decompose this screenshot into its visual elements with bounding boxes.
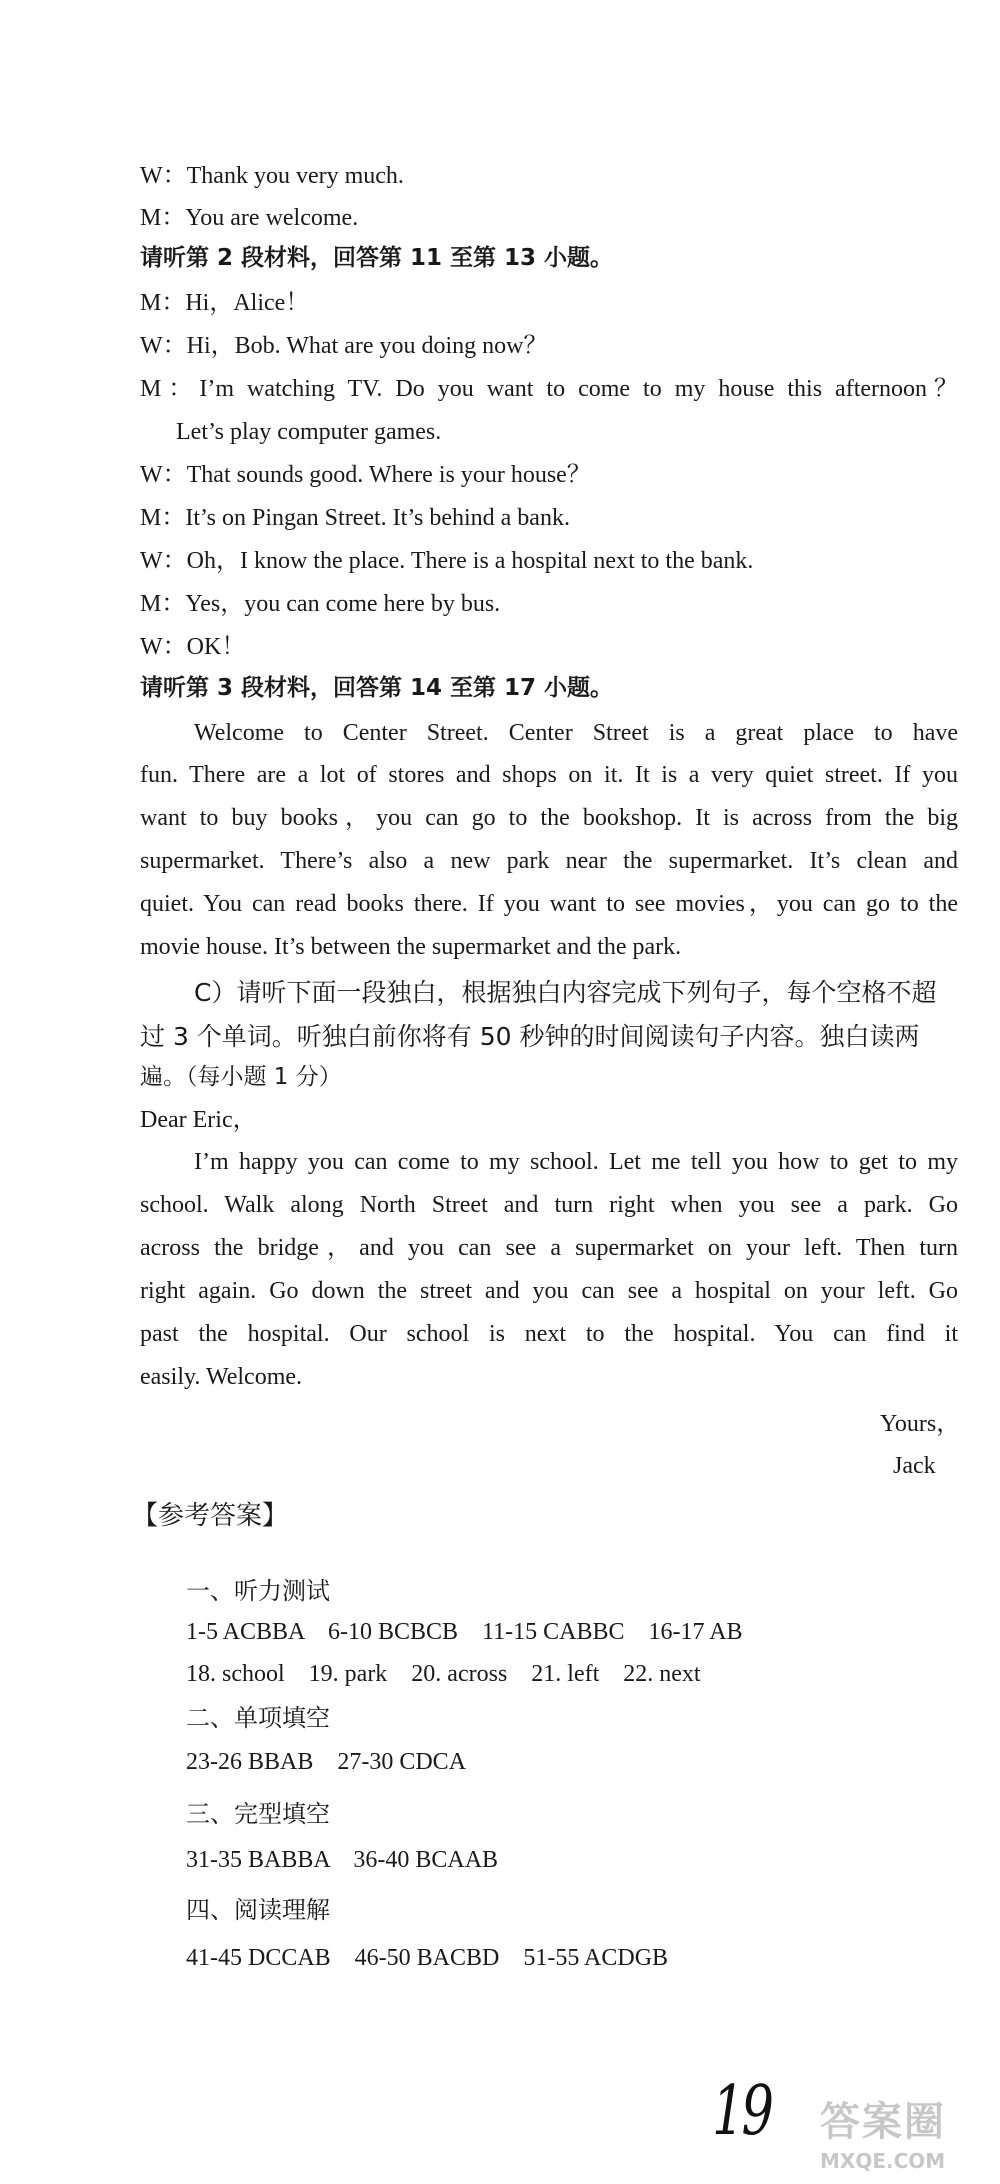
passage-line: movie house. It’s between the supermarket and the park. [140, 934, 682, 960]
answers-section-title: 四、阅读理解 [186, 1896, 330, 1924]
answers-heading: 【参考答案】 [132, 1501, 289, 1531]
dialogue-line: W：That sounds good. Where is your house？ [140, 462, 591, 488]
letter-line: right again. Go down the street and you can see a hospital on your left. Go [140, 1278, 958, 1304]
dialogue-line: M：Yes，you can come here by bus. [140, 591, 501, 617]
dialogue-line: M：It’s on Pingan Street. It’s behind a bank. [140, 505, 570, 531]
passage-line: Welcome to Center Street. Center Street is a great place to have [194, 720, 958, 746]
passage-line: fun. There are a lot of stores and shops on it. It is a very quiet street. If you [140, 762, 958, 788]
answers-section-title: 二、单项填空 [186, 1704, 330, 1732]
answers-line: 31-35 BABBA 36-40 BCAAB [186, 1847, 499, 1873]
answers-line: 41-45 DCCAB 46-50 BACBD 51-55 ACDGB [186, 1945, 669, 1971]
dialogue-line: M：You are welcome. [140, 205, 359, 231]
dialogue-line: M：I’m watching TV. Do you want to come to my house this afternoon？ [140, 376, 958, 402]
part-c-instruction: C）请听下面一段独白，根据独白内容完成下列句子，每个空格不超 [194, 978, 937, 1007]
dialogue-line: Let’s play computer games. [176, 419, 442, 445]
letter-line: I’m happy you can come to my school. Let me tell you how to get to my [194, 1149, 958, 1175]
watermark-url: MXQE.COM [820, 2149, 946, 2173]
part-c-instruction: 遍。（每小题 1 分） [140, 1064, 342, 1090]
passage-line: supermarket. There’s also a new park near the supermarket. It’s clean and [140, 848, 958, 874]
letter-signature: Jack [893, 1453, 936, 1479]
section2-heading: 请听第 2 段材料，回答第 11 至第 13 小题。 [140, 245, 614, 271]
dialogue-line: W：Oh，I know the place. There is a hospital next to the bank. [140, 548, 754, 574]
passage-line: want to buy books，you can go to the bookshop. It is across from the big [140, 805, 958, 831]
answers-section-title: 一、听力测试 [186, 1577, 330, 1605]
site-watermark [820, 2090, 995, 2184]
dialogue-line: W：OK！ [140, 634, 246, 660]
answers-line: 18. school 19. park 20. across 21. left 22. next [186, 1661, 701, 1687]
answers-section-title: 三、完型填空 [186, 1800, 330, 1828]
section3-heading: 请听第 3 段材料，回答第 14 至第 17 小题。 [140, 675, 614, 701]
letter-line: past the hospital. Our school is next to the hospital. You can find it [140, 1321, 958, 1347]
letter-line: easily. Welcome. [140, 1364, 303, 1390]
answers-line: 23-26 BBAB 27-30 CDCA [186, 1749, 467, 1775]
dialogue-line: W：Hi，Bob. What are you doing now？ [140, 333, 548, 359]
letter-greeting: Dear Eric， [140, 1107, 257, 1133]
dialogue-line: W：Thank you very much. [140, 163, 404, 189]
watermark-logo-text: 答案圈 [820, 2099, 946, 2145]
letter-line: school. Walk along North Street and turn right when you see a park. Go [140, 1192, 958, 1218]
dialogue-line: M：Hi，Alice！ [140, 290, 310, 316]
passage-line: quiet. You can read books there. If you want to see movies，you can go to the [140, 891, 958, 917]
page-number: 19 [712, 2072, 771, 2151]
letter-line: across the bridge，and you can see a supermarket on your left. Then turn [140, 1235, 958, 1261]
answers-line: 1-5 ACBBA 6-10 BCBCB 11-15 CABBC 16-17 AB [186, 1619, 743, 1645]
letter-closing: Yours， [880, 1411, 961, 1437]
part-c-instruction: 过 3 个单词。听独白前你将有 50 秒钟的时间阅读句子内容。独白读两 [140, 1022, 920, 1051]
